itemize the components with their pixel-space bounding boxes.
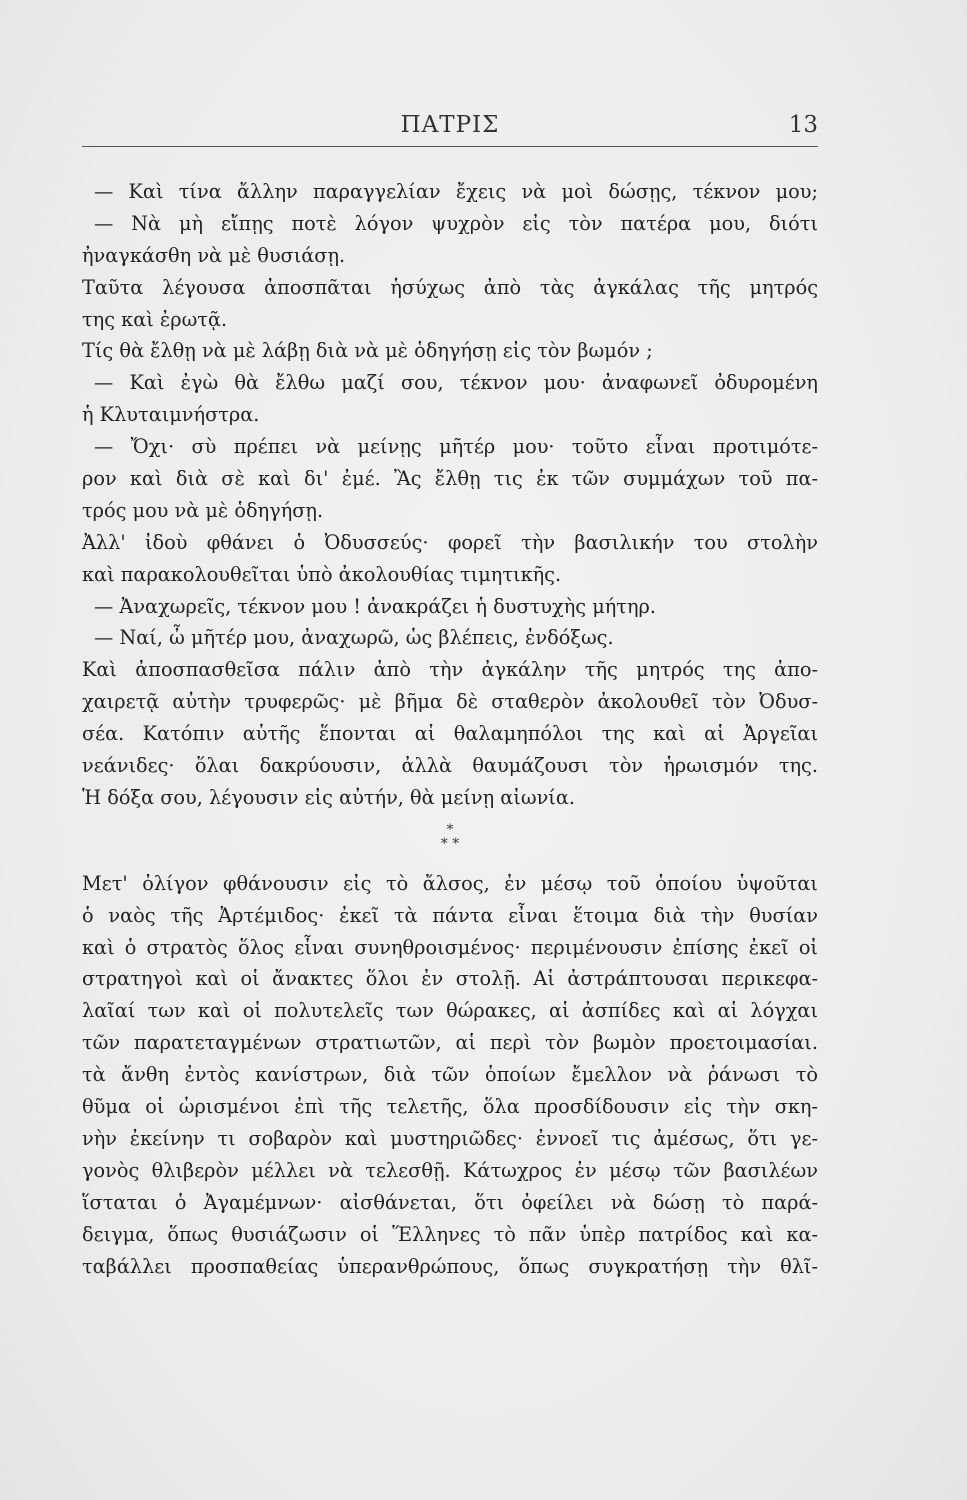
text-line: — Ὄχι· σὺ πρέπει νὰ μείνῃς μῆτέρ μου· τοῦτο εἶναι προτιμότε-	[94, 435, 818, 459]
text-line: σέα. Κατόπιν αὐτῆς ἕπονται αἱ θαλαμηπόλοι της καὶ αἱ Ἀργεῖαι	[82, 722, 818, 746]
text-line: ἠναγκάσθη νὰ μὲ θυσιάσῃ.	[82, 243, 346, 267]
running-title: ΠΑΤΡΙΣ	[400, 112, 500, 138]
text-line: τῶν παρατεταγμένων στρατιωτῶν, αἱ περὶ τὸν βωμὸν προετοιμασίαι.	[82, 1031, 818, 1055]
text-line: Τίς θὰ ἔλθῃ νὰ μὲ λάβῃ διὰ νὰ μὲ ὁδηγήσῃ εἰς τὸν βωμόν ;	[82, 339, 653, 363]
text-line: ὁ ναὸς τῆς Ἀρτέμιδος· ἐκεῖ τὰ πάντα εἶναι ἕτοιμα διὰ τὴν θυσίαν	[82, 903, 818, 927]
text-line: — Καὶ τίνα ἄλλην παραγγελίαν ἔχεις νὰ μοὶ δώσῃς, τέκνον μου;	[94, 180, 818, 203]
text-line: Μετ' ὀλίγον φθάνουσιν εἰς τὸ ἄλσος, ἐν μέσῳ τοῦ ὁποίου ὑψοῦται	[82, 871, 818, 895]
text-line: στρατηγοὶ καὶ οἱ ἄνακτες ὅλοι ἐν στολῇ. Αἱ ἀστράπτουσαι περικεφα-	[82, 967, 818, 991]
header-rule	[82, 146, 818, 147]
text-line: τὰ ἄνθη ἐντὸς κανίστρων, διὰ τῶν ὁποίων ἔμελλον νὰ ῥάνωσι τὸ	[82, 1063, 818, 1087]
text-line: τρός μου νὰ μὲ ὁδηγήσῃ.	[82, 498, 324, 522]
text-line: Ταῦτα λέγουσα ἀποσπᾶται ἡσύχως ἀπὸ τὰς ἀγκάλας τῆς μητρός	[82, 275, 818, 299]
separator-stars-bottom: * *	[440, 835, 460, 852]
text-line: ταβάλλει προσπαθείας ὑπερανθρώπους, ὅπως συγκρατήσῃ τὴν θλῖ-	[82, 1254, 818, 1278]
text-line: ρον καὶ διὰ σὲ καὶ δι' ἐμέ. Ἂς ἔλθῃ τις ἐκ τῶν συμμάχων τοῦ πα-	[82, 467, 818, 491]
text-line: Καὶ ἀποσπασθεῖσα πάλιν ἀπὸ τὴν ἀγκάλην τῆς μητρός της ἀπο-	[82, 658, 818, 682]
text-line: νεάνιδες· ὅλαι δακρύουσιν, ἀλλὰ θαυμάζουσι τὸν ἡρωισμόν της.	[82, 754, 818, 778]
text-line: ἵσταται ὁ Ἀγαμέμνων· αἰσθάνεται, ὅτι ὀφείλει νὰ δώσῃ τὸ παρά-	[82, 1190, 818, 1214]
page-number: 13	[788, 112, 818, 138]
text-line: δειγμα, ὅπως θυσιάζωσιν οἱ Ἕλληνες τὸ πᾶν ὑπὲρ πατρίδος καὶ κα-	[82, 1222, 818, 1246]
text-line: θῦμα οἱ ὡρισμένοι ἐπὶ τῆς τελετῆς, ὅλα προσδίδουσιν εἰς τὴν σκη-	[82, 1095, 818, 1119]
text-line: γονὸς θλιβερὸν μέλλει νὰ τελεσθῇ. Κάτωχρος ἐν μέσῳ τῶν βασιλέων	[82, 1158, 818, 1182]
text-line: — Ναί, ὦ μῆτέρ μου, ἀναχωρῶ, ὡς βλέπεις, ἐνδόξως.	[94, 626, 614, 650]
text-line: ἡ Κλυταιμνήστρα.	[82, 403, 260, 427]
text-line: — Ἀναχωρεῖς, τέκνον μου ! ἀνακράζει ἡ δυστυχὴς μήτηρ.	[94, 594, 656, 618]
text-line: — Καὶ ἐγὼ θὰ ἔλθω μαζί σου, τέκνον μου· ἀναφωνεῖ ὀδυρομένη	[94, 371, 818, 395]
separator-star-top: *	[446, 821, 454, 838]
body-text	[82, 176, 818, 1282]
text-line: της καὶ ἐρωτᾷ.	[82, 307, 228, 331]
section-separator	[82, 821, 818, 854]
text-line: καὶ ὁ στρατὸς ὅλος εἶναι συνηθροισμένος· περιμένουσιν ἐπίσης ἐκεῖ οἱ	[82, 935, 818, 959]
text-line: λαῖαί των καὶ οἱ πολυτελεῖς των θώρακες, αἱ ἀσπίδες καὶ αἱ λόγχαι	[82, 999, 818, 1023]
text-line: καὶ παρακολουθεῖται ὑπὸ ἀκολουθίας τιμητικῆς.	[82, 562, 562, 586]
text-line: — Νὰ μὴ εἴπῃς ποτὲ λόγον ψυχρὸν εἰς τὸν πατέρα μου, διότι	[94, 211, 818, 235]
text-line: Ἡ δόξα σου, λέγουσιν εἰς αὐτήν, θὰ μείνῃ αἰωνία.	[82, 785, 576, 809]
running-header	[82, 112, 818, 148]
text-line: Ἀλλ' ἰδοὺ φθάνει ὁ Ὀδυσσεύς· φορεῖ τὴν βασιλικήν του στολὴν	[82, 530, 818, 554]
text-line: χαιρετᾷ αὐτὴν τρυφερῶς· μὲ βῆμα δὲ σταθερὸν ἀκολουθεῖ τὸν Ὀδυσ-	[82, 690, 818, 714]
text-line: νὴν ἐκείνην τι σοβαρὸν καὶ μυστηριῶδες· ἐννοεῖ τις ἀμέσως, ὅτι γε-	[82, 1126, 818, 1150]
